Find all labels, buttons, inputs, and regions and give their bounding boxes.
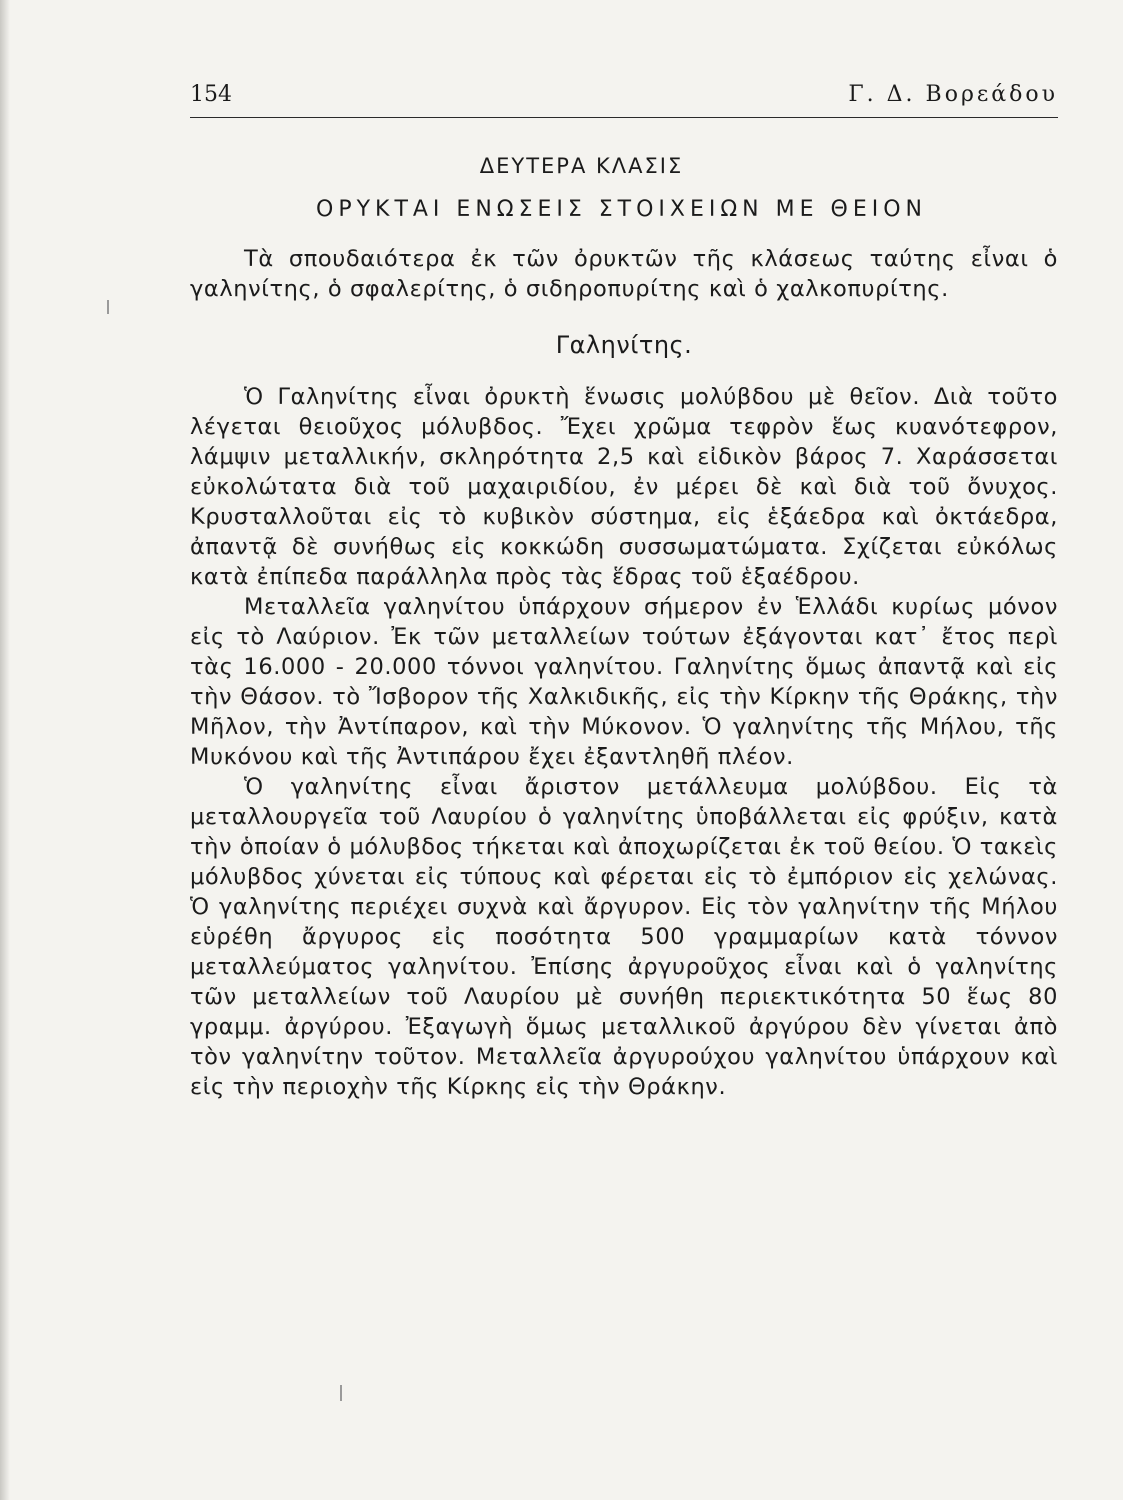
intro-paragraph: Τὰ σπουδαιότερα ἐκ τῶν ὀρυκτῶν τῆς κλάσεως ταύτης εἶναι ὁ γαληνίτης, ὁ σφαλερίτης, ὁ σιδηροπυρίτης καὶ ὁ χαλκοπυρίτης.: [190, 246, 1058, 302]
scan-speck: [107, 300, 109, 314]
subheading: Γαληνίτης.: [555, 331, 693, 359]
class-label: ΔΕΥΤΕΡΑ ΚΛΑΣΙΣ: [479, 154, 684, 178]
header-rule: [190, 117, 1058, 118]
page-number: 154: [190, 82, 232, 107]
paragraph: Μεταλλεῖα γαληνίτου ὑπάρχουν σήμερον ἐν Ἑλλάδι κυρίως μόνον εἰς τὸ Λαύριον. Ἐκ τῶν μεταλλείων τούτων ἐξάγονται κατ᾽ ἔτος περὶ τὰς 16.000 - 20.000 τόννοι γαληνίτου. Γαληνίτης ὅμως ἀπαντᾷ καὶ εἰς τὴν Θάσον. τὸ Ἴσβορον τῆς Χαλκιδικῆς, εἰς τὴν Κίρκην τῆς Θράκης, τὴν Μῆλον, τὴν Ἀντίπαρον, καὶ τὴν Μύκονον. Ὁ γαληνίτης τῆς Μήλου, τῆς Μυκόνου καὶ τῆς Ἀντιπάρου ἔχει ἐξαντληθῆ πλέον.: [190, 594, 1058, 770]
running-head: Γ. Δ. Βορεάδου: [848, 82, 1058, 107]
paragraph: Ὁ Γαληνίτης εἶναι ὀρυκτὴ ἕνωσις μολύβδου μὲ θεῖον. Διὰ τοῦτο λέγεται θειοῦχος μόλυβδος. Ἔχει χρῶμα τεφρὸν ἕως κυανότεφρον, λάμψιν μεταλλικήν, σκληρότητα 2,5 καὶ εἰδικὸν βάρος 7. Χαράσσεται εὐκολώτατα διὰ τοῦ μαχαιριδίου, ἐν μέρει δὲ καὶ διὰ τοῦ ὄνυχος. Κρυσταλλοῦται εἰς τὸ κυβικὸν σύστημα, εἰς ἑξάεδρα καὶ ὀκτάεδρα, ἀπαντᾷ δὲ συνήθως εἰς κοκκώδη συσσωματώματα. Σχίζεται εὐκόλως κατὰ ἐπίπεδα παράλληλα πρὸς τὰς ἕδρας τοῦ ἑξαέδρου.: [190, 384, 1058, 590]
section-heading: ΟΡΥΚΤΑΙ ΕΝΩΣΕΙΣ ΣΤΟΙΧΕΙΩΝ ΜΕ ΘΕΙΟΝ: [316, 197, 927, 222]
body-text: [190, 244, 1058, 1102]
page-edge-shadow: [0, 0, 10, 1500]
paragraph: Ὁ γαληνίτης εἶναι ἄριστον μετάλλευμα μολύβδου. Εἰς τὰ μεταλλουργεῖα τοῦ Λαυρίου ὁ γαληνίτης ὑποβάλλεται εἰς φρύξιν, κατὰ τὴν ὁποίαν ὁ μόλυβδος τήκεται καὶ ἀποχωρίζεται ἐκ τοῦ θείου. Ὁ τακεὶς μόλυβδος χύνεται εἰς τύπους καὶ φέρεται εἰς τὸ ἐμπόριον εἰς χελώνας. Ὁ γαληνίτης περιέχει συχνὰ καὶ ἄργυρον. Εἰς τὸν γαληνίτην τῆς Μήλου εὑρέθη ἄργυρος εἰς ποσότητα 500 γραμμαρίων κατὰ τόννον μεταλλεύματος γαληνίτου. Ἐπίσης ἀργυροῦχος εἶναι καὶ ὁ γαληνίτης τῶν μεταλλείων τοῦ Λαυρίου μὲ συνήθη περιεκτικότητα 50 ἕως 80 γραμμ. ἀργύρου. Ἐξαγωγὴ ὅμως μεταλλικοῦ ἀργύρου δὲν γίνεται ἀπὸ τὸν γαληνίτην τοῦτον. Μεταλλεῖα ἀργυρούχου γαληνίτου ὑπάρχουν καὶ εἰς τὴν περιοχὴν τῆς Κίρκης εἰς τὴν Θράκην.: [190, 774, 1058, 1100]
page-header: [190, 82, 1058, 116]
scan-speck: [340, 1385, 342, 1401]
